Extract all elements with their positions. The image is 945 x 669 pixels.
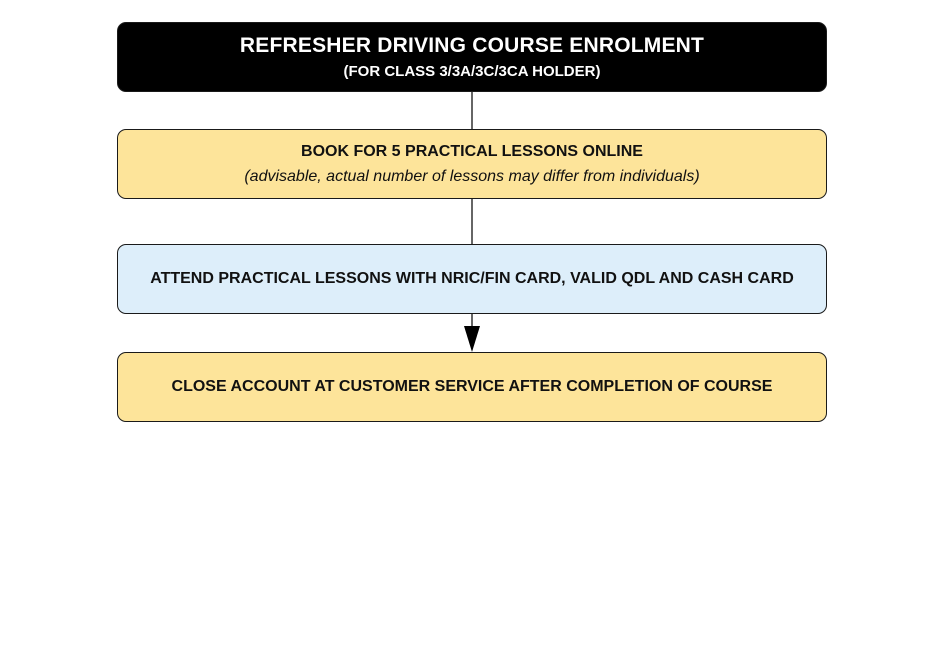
step-attend-lessons bbox=[117, 244, 827, 314]
step-close-account bbox=[117, 352, 827, 422]
title-main: REFRESHER DRIVING COURSE ENROLMENT bbox=[239, 34, 705, 57]
step-book-note: (advisable, actual number of lessons may differ from individuals) bbox=[244, 168, 700, 185]
step-book-lessons bbox=[117, 129, 827, 199]
step-book-label: BOOK FOR 5 PRACTICAL LESSONS ONLINE bbox=[301, 143, 643, 160]
title-box bbox=[117, 22, 827, 92]
step-close-label: CLOSE ACCOUNT AT CUSTOMER SERVICE AFTER COMPLETION OF COURSE bbox=[171, 378, 773, 395]
arrowhead-down-icon bbox=[464, 326, 480, 352]
title-subtitle: (FOR CLASS 3/3A/3C/3CA HOLDER) bbox=[343, 63, 601, 80]
step-attend-label: ATTEND PRACTICAL LESSONS WITH NRIC/FIN CARD, VALID QDL AND CASH CARD bbox=[150, 270, 794, 287]
